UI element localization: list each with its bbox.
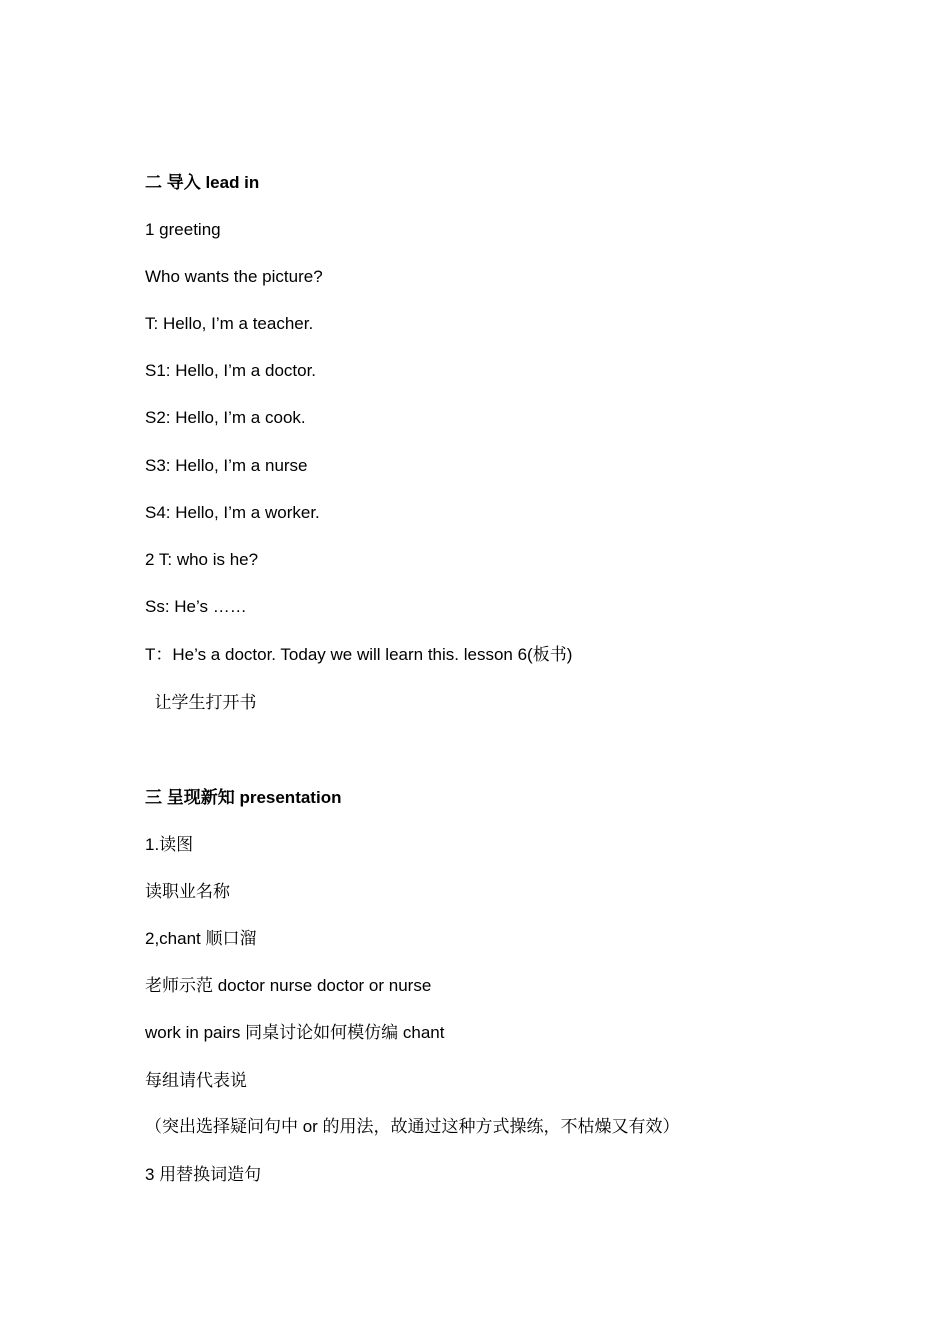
text-line: 每组请代表说 bbox=[145, 1071, 247, 1090]
section-heading-lead-in: 二 导入 lead in bbox=[145, 173, 260, 192]
text-line: 老师示范 doctor nurse doctor or nurse bbox=[145, 976, 432, 995]
text-line: 3 用替换词造句 bbox=[145, 1165, 262, 1184]
text-line: 1.读图 bbox=[145, 835, 194, 854]
text-line: 2 T: who is he? bbox=[145, 550, 259, 569]
text-line: Who wants the picture? bbox=[145, 267, 323, 286]
text-line: S1: Hello, I’m a doctor. bbox=[145, 361, 317, 380]
text-line: 2,chant 顺口溜 bbox=[145, 929, 257, 948]
text-line: S2: Hello, I’m a cook. bbox=[145, 408, 306, 427]
text-line: T: Hello, I’m a teacher. bbox=[145, 314, 314, 333]
section-heading-presentation: 三 呈现新知 presentation bbox=[145, 788, 342, 807]
text-line: 1 greeting bbox=[145, 220, 221, 239]
text-line: 让学生打开书 bbox=[145, 693, 257, 712]
text-line: 读职业名称 bbox=[145, 882, 230, 901]
text-line: T：He’s a doctor. Today we will learn this. lesson 6(板书) bbox=[145, 645, 573, 664]
text-line: （突出选择疑问句中 or 的用法，故通过这种方式操练，不枯燥又有效） bbox=[145, 1117, 680, 1136]
text-line: Ss: He’s …… bbox=[145, 597, 247, 616]
text-line: work in pairs 同桌讨论如何模仿编 chant bbox=[145, 1023, 445, 1042]
text-line: S4: Hello, I’m a worker. bbox=[145, 503, 320, 522]
text-line: S3: Hello, I’m a nurse bbox=[145, 456, 308, 475]
